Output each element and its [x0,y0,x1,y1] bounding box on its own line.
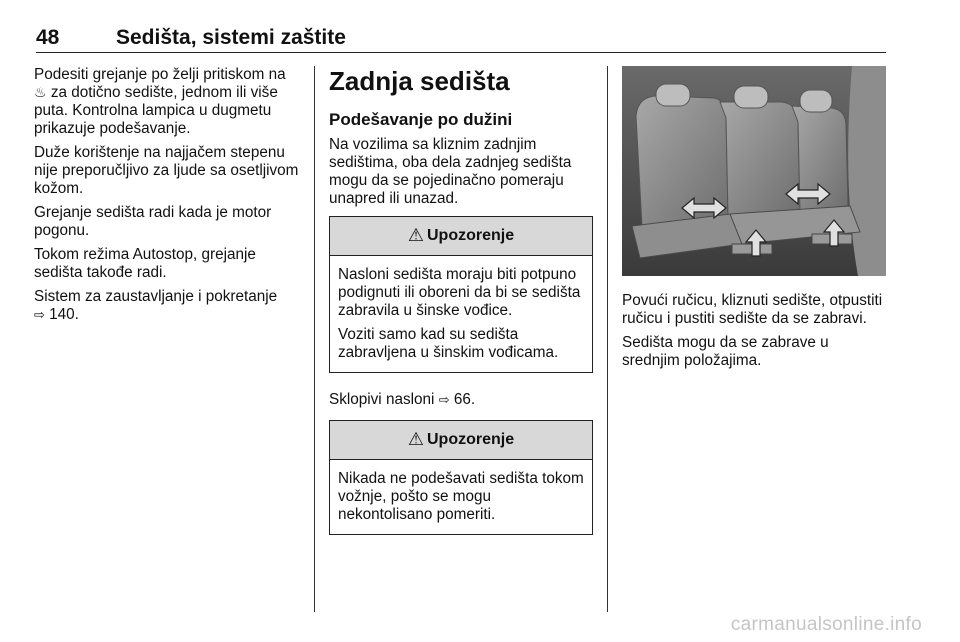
paragraph-instructions: Povući ručicu, kliznuti sedište, otpustiti ručicu i pustiti sedište da se zabravi. [622,292,883,327]
paragraph-intro: Na vozilima sa kliznim zadnjim sedištima, oba dela zadnjeg sedišta mogu da se pojedinačno pomeraju unapred ili unazad. [329,136,572,207]
page-ref-arrow-icon: ⇨ [438,393,450,408]
watermark: carmanualsonline.info [730,614,922,635]
paragraph-positions: Sedišta mogu da se zabrave u srednjim položajima. [622,334,829,369]
section-title: Sedišta, sistemi zaštite [116,26,346,49]
paragraph-stop-start: Sistem za zaustavljanje i pokretanje ⇨ 140. [34,288,278,323]
length-adjust-subtitle: Podešavanje po dužini [329,110,513,129]
page-header [36,26,886,53]
column-middle [329,66,593,553]
column-left [34,66,300,331]
rear-seats-title: Zadnja sedišta [329,66,510,96]
paragraph-fold: Sklopivi nasloni ⇨ 66. [329,391,476,408]
column-divider-1 [314,66,315,612]
seat-heating-icon: ♨ [34,85,47,101]
paragraph-skin: Duže korištenje na najjačem stepenu nije preporučljivo za ljude sa osetljivom kožom. [34,144,299,197]
warning-text: Nikada ne podešavati sedišta tokom vožnje, pošto se mogu nekontolisano pomeriti. [338,470,584,523]
warning-text: Voziti samo kad su sedišta zabravljena u šinskim vođicama. [338,326,559,361]
page-ref-link[interactable]: 66. [453,391,476,408]
warning-body [330,460,592,534]
paragraph-engine: Grejanje sedišta radi kada je motor pogonu. [34,204,272,239]
warning-label: Upozorenje [427,431,515,448]
warning-icon: ⚠ [407,225,424,246]
column-right [622,66,886,376]
page-ref-link[interactable]: 140. [49,306,79,323]
warning-text: Nasloni sedišta moraju biti potpuno podignuti ili oboreni da bi se sedišta zabravila u šinske vođice. [338,266,581,319]
paragraph-autostop: Tokom režima Autostop, grejanje sedišta takođe radi. [34,246,256,281]
column-divider-2 [607,66,608,612]
warning-label: Upozorenje [427,227,515,244]
paragraph-heating: Podesiti grejanje po želji pritiskom na ♨ za dotično sedište, jednom ili više puta. Kontrolna lampica u dugmetu prikazuje podešavanje. [34,66,286,137]
warning-icon: ⚠ [407,429,424,450]
warning-header [330,421,592,460]
rear-seat-illustration [622,66,886,276]
warning-box-1 [329,216,593,373]
page-ref-arrow-icon: ⇨ [34,308,45,323]
warning-body [330,256,592,372]
warning-header [330,217,592,256]
warning-box-2 [329,420,593,535]
page-number: 48 [36,26,60,49]
